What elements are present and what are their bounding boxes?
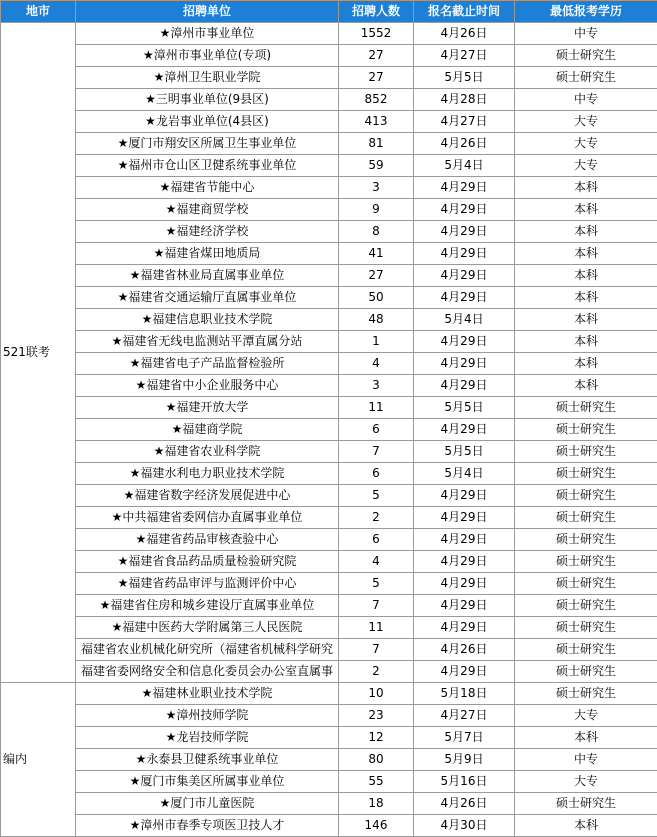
table-row: [1, 177, 657, 199]
table-row: [1, 683, 657, 705]
education-cell: 本科: [515, 221, 657, 243]
deadline-cell: 5月9日: [414, 749, 515, 771]
header-num: 招聘人数: [339, 1, 414, 23]
table-row: [1, 419, 657, 441]
table-header: [1, 1, 657, 23]
table-row: [1, 265, 657, 287]
unit-cell: ★漳州市事业单位(专项): [76, 45, 339, 67]
deadline-cell: 4月29日: [414, 617, 515, 639]
education-cell: 本科: [515, 309, 657, 331]
education-cell: 中专: [515, 23, 657, 45]
table-row: [1, 199, 657, 221]
table-row: [1, 67, 657, 89]
table-row: [1, 617, 657, 639]
count-cell: 2: [339, 507, 414, 529]
deadline-cell: 4月26日: [414, 639, 515, 661]
unit-cell: ★福建信息职业技术学院: [76, 309, 339, 331]
table-row: [1, 397, 657, 419]
education-cell: 硕士研究生: [515, 419, 657, 441]
count-cell: 12: [339, 727, 414, 749]
table-row: [1, 353, 657, 375]
education-cell: 本科: [515, 353, 657, 375]
deadline-cell: 4月29日: [414, 221, 515, 243]
education-cell: 硕士研究生: [515, 617, 657, 639]
count-cell: 852: [339, 89, 414, 111]
count-cell: 27: [339, 67, 414, 89]
count-cell: 50: [339, 287, 414, 309]
deadline-cell: 4月29日: [414, 485, 515, 507]
unit-cell: ★厦门市儿童医院: [76, 793, 339, 815]
deadline-cell: 4月29日: [414, 595, 515, 617]
table-row: [1, 507, 657, 529]
education-cell: 本科: [515, 287, 657, 309]
deadline-cell: 5月16日: [414, 771, 515, 793]
unit-cell: ★龙岩技师学院: [76, 727, 339, 749]
table-row: [1, 749, 657, 771]
deadline-cell: 4月27日: [414, 45, 515, 67]
deadline-cell: 4月29日: [414, 199, 515, 221]
count-cell: 80: [339, 749, 414, 771]
unit-cell: ★福建省药品审评与监测评价中心: [76, 573, 339, 595]
unit-cell: ★福建中医药大学附属第三人民医院: [76, 617, 339, 639]
education-cell: 中专: [515, 749, 657, 771]
count-cell: 10: [339, 683, 414, 705]
table-row: [1, 551, 657, 573]
deadline-cell: 4月29日: [414, 353, 515, 375]
unit-cell: ★福建省交通运输厅直属事业单位: [76, 287, 339, 309]
education-cell: 硕士研究生: [515, 683, 657, 705]
count-cell: 7: [339, 595, 414, 617]
unit-cell: 福建省委网络安全和信息化委员会办公室直属事: [76, 661, 339, 683]
deadline-cell: 4月28日: [414, 89, 515, 111]
education-cell: 硕士研究生: [515, 573, 657, 595]
deadline-cell: 4月29日: [414, 507, 515, 529]
count-cell: 4: [339, 353, 414, 375]
count-cell: 27: [339, 265, 414, 287]
education-cell: 本科: [515, 199, 657, 221]
unit-cell: ★福建省药品审核查验中心: [76, 529, 339, 551]
deadline-cell: 5月7日: [414, 727, 515, 749]
deadline-cell: 5月4日: [414, 463, 515, 485]
unit-cell: ★漳州技师学院: [76, 705, 339, 727]
count-cell: 6: [339, 463, 414, 485]
count-cell: 5: [339, 573, 414, 595]
education-cell: 硕士研究生: [515, 485, 657, 507]
table-row: [1, 463, 657, 485]
unit-cell: ★福建经济学校: [76, 221, 339, 243]
deadline-cell: 4月29日: [414, 265, 515, 287]
table-row: [1, 45, 657, 67]
count-cell: 6: [339, 529, 414, 551]
table-row: [1, 441, 657, 463]
unit-cell: ★厦门市集美区所属事业单位: [76, 771, 339, 793]
unit-cell: ★福建省电子产品监督检验所: [76, 353, 339, 375]
count-cell: 8: [339, 221, 414, 243]
table-row: [1, 815, 657, 837]
education-cell: 本科: [515, 331, 657, 353]
deadline-cell: 4月29日: [414, 287, 515, 309]
deadline-cell: 4月29日: [414, 177, 515, 199]
count-cell: 4: [339, 551, 414, 573]
deadline-cell: 4月29日: [414, 551, 515, 573]
count-cell: 48: [339, 309, 414, 331]
table-row: [1, 771, 657, 793]
unit-cell: ★福建省煤田地质局: [76, 243, 339, 265]
count-cell: 23: [339, 705, 414, 727]
table-row: [1, 793, 657, 815]
unit-cell: ★福建省食品药品质量检验研究院: [76, 551, 339, 573]
table-row: [1, 221, 657, 243]
education-cell: 本科: [515, 243, 657, 265]
table-row: [1, 595, 657, 617]
unit-cell: ★福建省住房和城乡建设厅直属事业单位: [76, 595, 339, 617]
header-city: 地市: [1, 1, 76, 23]
deadline-cell: 4月26日: [414, 133, 515, 155]
education-cell: 硕士研究生: [515, 793, 657, 815]
education-cell: 硕士研究生: [515, 397, 657, 419]
count-cell: 3: [339, 375, 414, 397]
deadline-cell: 4月29日: [414, 375, 515, 397]
table-row: [1, 573, 657, 595]
deadline-cell: 4月27日: [414, 111, 515, 133]
table-row: [1, 309, 657, 331]
education-cell: 硕士研究生: [515, 463, 657, 485]
education-cell: 大专: [515, 771, 657, 793]
table-row: [1, 639, 657, 661]
count-cell: 9: [339, 199, 414, 221]
count-cell: 413: [339, 111, 414, 133]
unit-cell: ★三明事业单位(9县区): [76, 89, 339, 111]
count-cell: 5: [339, 485, 414, 507]
unit-cell: 福建省农业机械化研究所（福建省机械科学研究: [76, 639, 339, 661]
deadline-cell: 5月4日: [414, 309, 515, 331]
unit-cell: ★福建省林业局直属事业单位: [76, 265, 339, 287]
deadline-cell: 5月5日: [414, 441, 515, 463]
table-body: [1, 23, 657, 837]
unit-cell: ★福建开放大学: [76, 397, 339, 419]
city-cell: 521联考: [1, 23, 76, 683]
unit-cell: ★福建水利电力职业技术学院: [76, 463, 339, 485]
education-cell: 大专: [515, 705, 657, 727]
count-cell: 59: [339, 155, 414, 177]
education-cell: 硕士研究生: [515, 67, 657, 89]
unit-cell: ★厦门市翔安区所属卫生事业单位: [76, 133, 339, 155]
deadline-cell: 4月29日: [414, 331, 515, 353]
education-cell: 本科: [515, 177, 657, 199]
table-row: [1, 727, 657, 749]
table-row: [1, 133, 657, 155]
education-cell: 大专: [515, 133, 657, 155]
education-cell: 本科: [515, 375, 657, 397]
table-row: [1, 155, 657, 177]
count-cell: 2: [339, 661, 414, 683]
education-cell: 硕士研究生: [515, 529, 657, 551]
unit-cell: ★漳州市事业单位: [76, 23, 339, 45]
education-cell: 硕士研究生: [515, 661, 657, 683]
city-cell: 编内: [1, 683, 76, 837]
education-cell: 大专: [515, 155, 657, 177]
education-cell: 中专: [515, 89, 657, 111]
unit-cell: ★福建省无线电监测站平潭直属分站: [76, 331, 339, 353]
table-row: [1, 529, 657, 551]
education-cell: 硕士研究生: [515, 441, 657, 463]
deadline-cell: 4月29日: [414, 529, 515, 551]
header-deadline: 报名截止时间: [414, 1, 515, 23]
education-cell: 本科: [515, 265, 657, 287]
education-cell: 硕士研究生: [515, 595, 657, 617]
unit-cell: ★福建林业职业技术学院: [76, 683, 339, 705]
header-unit: 招聘单位: [76, 1, 339, 23]
deadline-cell: 4月29日: [414, 419, 515, 441]
unit-cell: ★龙岩事业单位(4县区): [76, 111, 339, 133]
deadline-cell: 4月26日: [414, 793, 515, 815]
education-cell: 本科: [515, 727, 657, 749]
count-cell: 81: [339, 133, 414, 155]
unit-cell: ★福建省节能中心: [76, 177, 339, 199]
education-cell: 大专: [515, 111, 657, 133]
education-cell: 本科: [515, 815, 657, 837]
unit-cell: ★福建省中小企业服务中心: [76, 375, 339, 397]
count-cell: 11: [339, 617, 414, 639]
unit-cell: ★漳州市春季专项医卫技人才: [76, 815, 339, 837]
education-cell: 硕士研究生: [515, 551, 657, 573]
table-row: [1, 111, 657, 133]
header-row: [1, 1, 657, 23]
table-row: [1, 287, 657, 309]
unit-cell: ★福建商学院: [76, 419, 339, 441]
table-row: [1, 661, 657, 683]
count-cell: 1: [339, 331, 414, 353]
table-row: [1, 89, 657, 111]
deadline-cell: 4月29日: [414, 573, 515, 595]
education-cell: 硕士研究生: [515, 507, 657, 529]
deadline-cell: 5月18日: [414, 683, 515, 705]
header-education: 最低报考学历: [515, 1, 657, 23]
count-cell: 7: [339, 639, 414, 661]
count-cell: 55: [339, 771, 414, 793]
count-cell: 3: [339, 177, 414, 199]
table-row: [1, 705, 657, 727]
table-row: [1, 243, 657, 265]
unit-cell: ★福州市仓山区卫健系统事业单位: [76, 155, 339, 177]
deadline-cell: 4月29日: [414, 661, 515, 683]
deadline-cell: 4月30日: [414, 815, 515, 837]
unit-cell: ★福建省数字经济发展促进中心: [76, 485, 339, 507]
count-cell: 41: [339, 243, 414, 265]
unit-cell: ★福建省农业科学院: [76, 441, 339, 463]
deadline-cell: 4月27日: [414, 705, 515, 727]
count-cell: 6: [339, 419, 414, 441]
count-cell: 1552: [339, 23, 414, 45]
table-row: [1, 485, 657, 507]
unit-cell: ★福建商贸学校: [76, 199, 339, 221]
count-cell: 11: [339, 397, 414, 419]
deadline-cell: 4月29日: [414, 243, 515, 265]
education-cell: 硕士研究生: [515, 45, 657, 67]
deadline-cell: 5月5日: [414, 67, 515, 89]
education-cell: 硕士研究生: [515, 639, 657, 661]
count-cell: 146: [339, 815, 414, 837]
unit-cell: ★中共福建省委网信办直属事业单位: [76, 507, 339, 529]
deadline-cell: 4月26日: [414, 23, 515, 45]
count-cell: 27: [339, 45, 414, 67]
deadline-cell: 5月5日: [414, 397, 515, 419]
count-cell: 7: [339, 441, 414, 463]
table-row: [1, 331, 657, 353]
unit-cell: ★漳州卫生职业学院: [76, 67, 339, 89]
table-row: [1, 23, 657, 45]
count-cell: 18: [339, 793, 414, 815]
table-row: [1, 375, 657, 397]
unit-cell: ★永泰县卫健系统事业单位: [76, 749, 339, 771]
deadline-cell: 5月4日: [414, 155, 515, 177]
